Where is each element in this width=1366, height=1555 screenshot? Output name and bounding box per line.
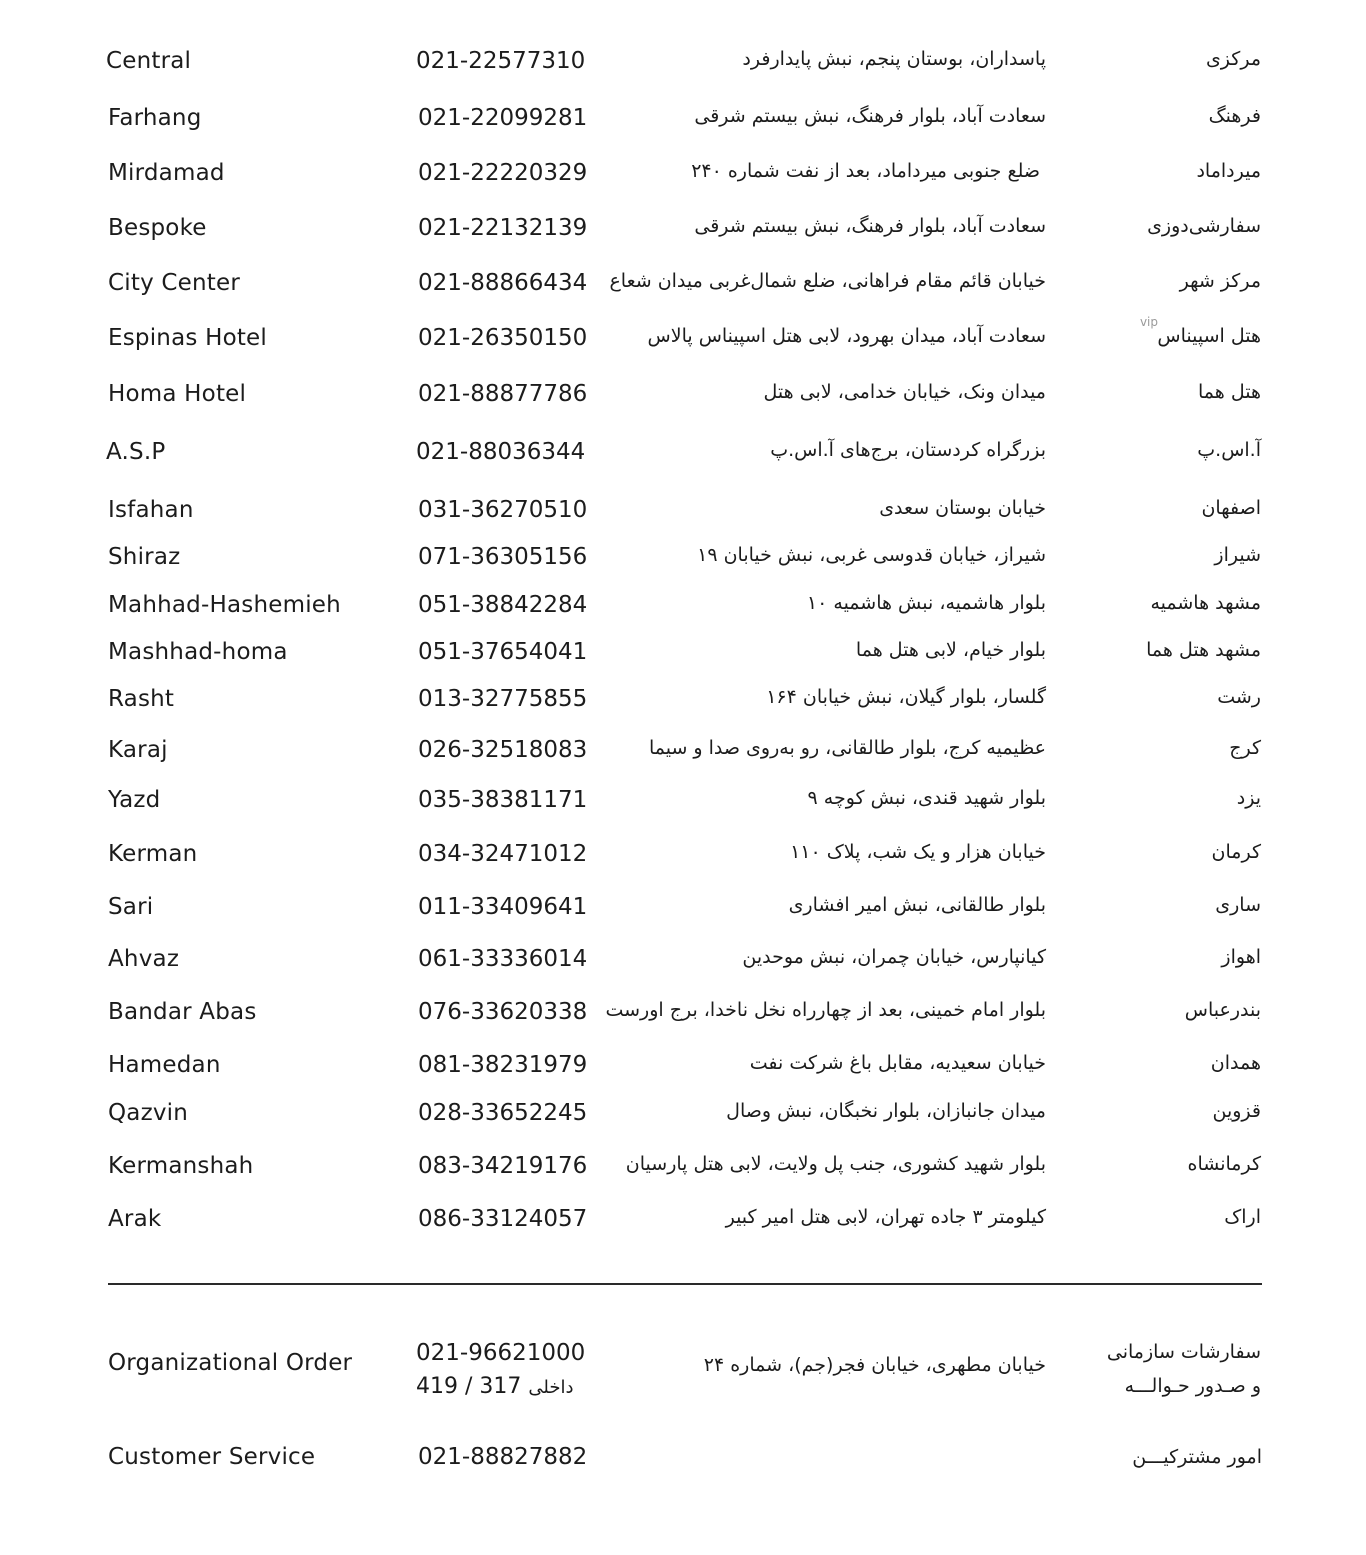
branch-name-fa: اصفهان <box>1201 497 1261 519</box>
branch-phone: 031-36270510 <box>418 497 588 523</box>
org-order-label-fa-line1: سفارشات سازمانی <box>1106 1341 1261 1363</box>
branch-phone: 034-32471012 <box>418 841 588 867</box>
branch-address: بلوار شهید قندی، نبش کوچه ۹ <box>807 787 1046 809</box>
branch-address: خیابان سعیدیه، مقابل باغ شرکت نفت <box>749 1052 1046 1074</box>
branch-name-fa: مشهد هاشمیه <box>1150 592 1261 614</box>
branch-name-en: Karaj <box>108 737 168 763</box>
branch-name-en: Mirdamad <box>108 160 225 186</box>
branch-address: عظیمیه کرج، بلوار طالقانی، رو به‌روی صدا و سیما <box>648 737 1046 759</box>
branch-name-fa: اهواز <box>1221 946 1261 968</box>
branch-name-fa: مرکزی <box>1205 48 1261 70</box>
branch-name-en: Isfahan <box>108 497 194 523</box>
branch-name-en: Farhang <box>108 105 202 131</box>
branch-name-fa: سفارشی‌دوزی <box>1147 215 1261 237</box>
branch-phone: 071-36305156 <box>418 544 588 570</box>
branch-name-en: Shiraz <box>108 544 181 570</box>
branch-address: میدان ونک، خیابان خدامی، لابی هتل <box>763 381 1046 403</box>
branch-name-en: Rasht <box>108 686 175 712</box>
branch-address: بلوار هاشمیه، نبش هاشمیه ۱۰ <box>806 592 1046 614</box>
branch-address: بلوار شهید کشوری، جنب پل ولایت، لابی هتل پارسیان <box>625 1153 1046 1175</box>
branch-phone: 021-88036344 <box>416 439 586 465</box>
table-row <box>0 1208 1366 1248</box>
branch-name-en: Ahvaz <box>108 946 180 972</box>
branch-phone: 011-33409641 <box>418 894 588 920</box>
branch-address: گلسار، بلوار گیلان، نبش خیابان ۱۶۴ <box>766 686 1046 708</box>
branch-phone: 021-22099281 <box>418 105 588 131</box>
branch-phone: 051-38842284 <box>418 592 588 618</box>
org-order-extension <box>416 1374 582 1399</box>
branch-phone: 021-22132139 <box>418 215 588 241</box>
branch-name-fa: مشهد هتل هما <box>1146 639 1261 661</box>
branch-name-en: Hamedan <box>108 1052 221 1078</box>
extension-label: داخلی <box>528 1377 574 1398</box>
branch-phone: 076-33620338 <box>418 999 588 1025</box>
branch-name-fa: یزد <box>1236 787 1261 809</box>
branch-phone: 013-32775855 <box>418 686 588 712</box>
branch-name-fa: شیراز <box>1214 544 1261 566</box>
branch-address: بزرگراه کردستان، برج‌های آ.اس.پ <box>770 439 1046 461</box>
branch-address: میدان جانبازان، بلوار نخبگان، نبش وصال <box>726 1100 1046 1122</box>
branch-address: سعادت آباد، میدان بهرود، لابی هتل اسپیناس پالاس <box>647 325 1046 347</box>
branch-address: بلوار طالقانی، نبش امیر افشاری <box>788 894 1046 916</box>
branch-name-en: Espinas Hotel <box>108 325 267 351</box>
branch-name-fa: مرکز شهر <box>1179 270 1261 292</box>
branch-phone: 035-38381171 <box>418 787 588 813</box>
branch-address: پاسداران، بوستان پنجم، نبش پایدارفرد <box>742 48 1046 70</box>
branch-address: بلوار خیام، لابی هتل هما <box>855 639 1046 661</box>
branch-name-fa: قزوین <box>1212 1100 1261 1122</box>
branch-name-en: Homa Hotel <box>108 381 247 407</box>
org-order-label-fa-line2: و صـدور حـوالـــه <box>1124 1375 1261 1397</box>
branch-address: کیلومتر ۳ جاده تهران، لابی هتل امیر کبیر <box>725 1206 1046 1228</box>
branch-address: بلوار امام خمینی، بعد از چهارراه نخل ناخدا، برج اورست <box>605 999 1046 1021</box>
branch-phone: 028-33652245 <box>418 1100 588 1126</box>
branch-name-en: A.S.P <box>106 439 166 465</box>
table-row <box>0 1054 1366 1094</box>
branch-name-fa: رشت <box>1217 686 1261 708</box>
table-row <box>0 688 1366 728</box>
table-row <box>0 315 1366 367</box>
branch-phone: 021-22220329 <box>418 160 588 186</box>
customer-service-label-en: Customer Service <box>108 1444 316 1470</box>
org-order-phone: 021-96621000 <box>416 1340 586 1366</box>
table-row <box>0 1102 1366 1142</box>
branch-name-fa: هتل هما <box>1198 381 1261 403</box>
branch-name-en: Sari <box>108 894 154 920</box>
branch-phone: 086-33124057 <box>418 1206 588 1232</box>
table-row <box>0 789 1366 829</box>
branch-phone: 026-32518083 <box>418 737 588 763</box>
branch-address: سعادت آباد، بلوار فرهنگ، نبش بیستم شرقی <box>694 105 1046 127</box>
branch-name-fa: فرهنگ <box>1208 105 1261 127</box>
table-row <box>0 594 1366 634</box>
table-row <box>0 1001 1366 1041</box>
branch-name-en: Arak <box>108 1206 162 1232</box>
branch-phone: 081-38231979 <box>418 1052 588 1078</box>
branch-address: خیابان قائم مقام فراهانی، ضلع شمال‌غربی میدان شعاع <box>609 270 1046 292</box>
branch-name-en: Bespoke <box>108 215 207 241</box>
branch-address: سعادت آباد، بلوار فرهنگ، نبش بیستم شرقی <box>694 215 1046 237</box>
branch-name-en: Central <box>106 48 192 74</box>
branch-name-fa: میرداماد <box>1196 160 1261 182</box>
branch-name-en: Bandar Abas <box>108 999 257 1025</box>
branch-phone: 051-37654041 <box>418 639 588 665</box>
branch-name-fa: کرمانشاه <box>1187 1153 1261 1175</box>
branch-name-fa: کرج <box>1229 737 1261 759</box>
branch-name-en: Mashhad-homa <box>108 639 288 665</box>
branch-address: خیابان هزار و یک شب، پلاک ۱۱۰ <box>790 841 1046 863</box>
branch-name-fa: اراک <box>1224 1206 1261 1228</box>
branch-address: شیراز، خیابان قدوسی غربی، نبش خیابان ۱۹ <box>697 544 1046 566</box>
extension-numbers: 419 / 317 <box>416 1374 522 1399</box>
branch-phone: 021-26350150 <box>418 325 588 351</box>
table-row <box>0 1155 1366 1195</box>
branch-name-en: Kermanshah <box>108 1153 254 1179</box>
table-row <box>0 441 1366 481</box>
org-order-address: خیابان مطهری، خیابان فجر(جم)، شماره ۲۴ <box>703 1354 1046 1376</box>
branch-phone: 061-33336014 <box>418 946 588 972</box>
branch-name-fa: کرمان <box>1211 841 1261 863</box>
branch-name-fa: بندرعباس <box>1184 999 1261 1021</box>
table-row <box>0 546 1366 586</box>
branch-name-en: Mahhad-Hashemieh <box>108 592 341 618</box>
table-row <box>0 217 1366 257</box>
branch-phone: 083-34219176 <box>418 1153 588 1179</box>
branch-name-en: City Center <box>108 270 241 296</box>
org-order-label-en: Organizational Order <box>108 1350 353 1376</box>
customer-service-phone: 021-88827882 <box>418 1444 588 1470</box>
branch-name-en: Kerman <box>108 841 198 867</box>
table-row <box>0 641 1366 681</box>
table-row <box>0 896 1366 936</box>
section-divider <box>108 1283 1262 1285</box>
table-row <box>0 162 1366 202</box>
branch-name-fa: هتل اسپیناس <box>1157 325 1261 347</box>
table-row <box>0 383 1366 423</box>
branch-address: ضلع جنوبی میرداماد، بعد از نفت شماره ۲۴۰ <box>691 160 1040 182</box>
branch-address: کیانپارس، خیابان چمران، نبش موحدین <box>742 946 1046 968</box>
table-row <box>0 50 1366 90</box>
table-row <box>0 499 1366 539</box>
table-row <box>0 948 1366 988</box>
table-row <box>0 272 1366 312</box>
table-row <box>0 739 1366 779</box>
branch-name-en: Qazvin <box>108 1100 189 1126</box>
branch-name-fa: ساری <box>1215 894 1261 916</box>
branch-name-fa: آ.اس.پ <box>1197 439 1261 461</box>
branch-name-en: Yazd <box>108 787 161 813</box>
branch-phone: 021-88866434 <box>418 270 588 296</box>
customer-service-label-fa: امور مشترکیـــن <box>1132 1446 1262 1468</box>
branch-phone: 021-22577310 <box>416 48 586 74</box>
branch-phone: 021-88877786 <box>418 381 588 407</box>
table-row <box>0 107 1366 147</box>
table-row <box>0 843 1366 883</box>
branch-address: خیابان بوستان سعدی <box>879 497 1046 519</box>
branch-name-fa: همدان <box>1210 1052 1261 1074</box>
vip-badge: vip <box>1139 315 1158 329</box>
